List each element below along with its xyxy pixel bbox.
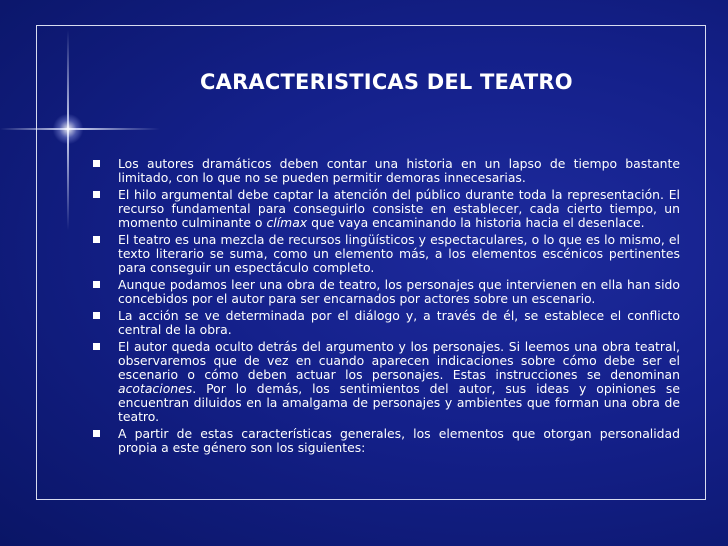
- bullet-item: [88, 233, 680, 275]
- bullet-italic-term: acotaciones: [118, 381, 193, 396]
- bullet-item: [88, 427, 680, 455]
- bullet-item: [88, 278, 680, 306]
- bullet-item: [88, 188, 680, 230]
- bullet-text: que vaya encaminando la historia hacia el desenlace.: [307, 215, 645, 230]
- bullet-text: . Por lo demás, los sentimientos del autor, sus ideas y opiniones se encuentran diluidos en la amalgama de personajes y ambientes que forman una obra de teatro.: [118, 381, 680, 424]
- bullet-item: [88, 340, 680, 424]
- bullet-text: El hilo argumental debe captar la atención del público durante toda la representación. El recurso fundamental para conseguirlo consiste en establecer, cada cierto tiempo, un momento culminante o: [118, 187, 680, 230]
- slide-title: CARACTERISTICAS DEL TEATRO: [200, 70, 573, 94]
- bullet-text: El autor queda oculto detrás del argumento y los personajes. Si leemos una obra teatral, observaremos que de vez en cuando aparecen indicaciones sobre cómo debe ser el escenario o cómo deben actuar los personajes. Estas instrucciones se denominan: [118, 339, 680, 382]
- light-flare-glow-icon: [52, 114, 84, 144]
- bullet-item: [88, 309, 680, 337]
- bullet-text: El teatro es una mezcla de recursos lingüísticos y espectaculares, o lo que es lo mismo, el texto literario se suma, como un elemento más, a los elementos escénicos pertinentes para conseguir un espectáculo completo.: [118, 232, 680, 275]
- bullet-list: [88, 157, 680, 458]
- bullet-text: A partir de estas características generales, los elementos que otorgan personalidad propia a este género son los siguientes:: [118, 426, 680, 455]
- bullet-item: [88, 157, 680, 185]
- bullet-text: Los autores dramáticos deben contar una historia en un lapso de tiempo bastante limitado, con lo que no se pueden permitir demoras innecesarias.: [118, 156, 680, 185]
- bullet-text: La acción se ve determinada por el diálogo y, a través de él, se establece el conflicto central de la obra.: [118, 308, 680, 337]
- bullet-italic-term: clímax: [266, 215, 308, 230]
- bullet-text: Aunque podamos leer una obra de teatro, los personajes que intervienen en ella han sido concebidos por el autor para ser encarnados por actores sobre un escenario.: [118, 277, 680, 306]
